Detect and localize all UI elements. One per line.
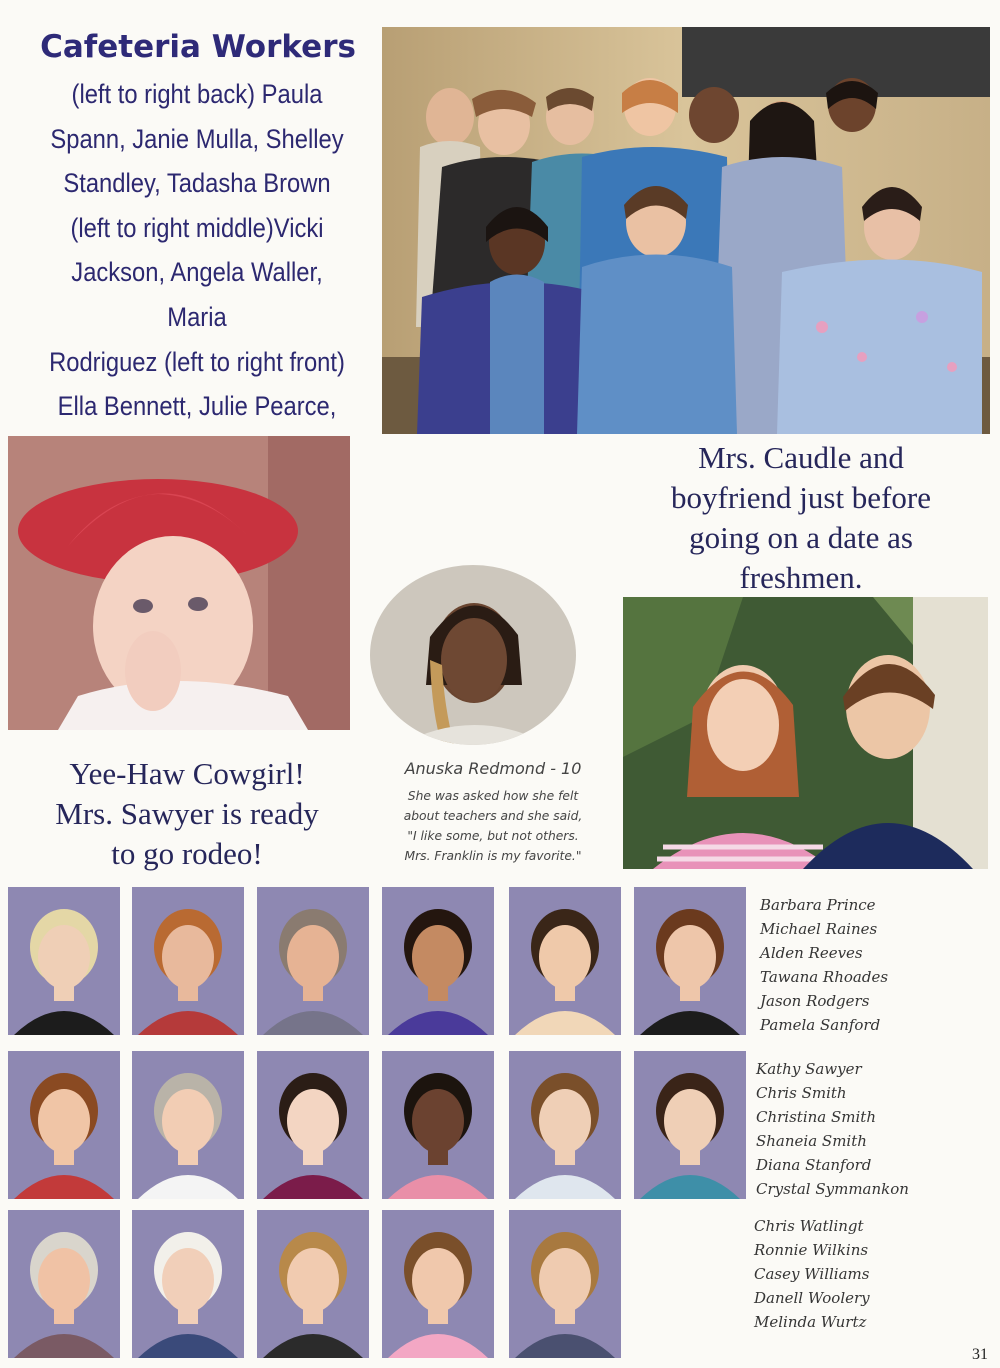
caption-line: freshmen. [739, 560, 863, 595]
name-entry: Danell Woolery [754, 1289, 870, 1307]
anuska-quote [370, 786, 616, 866]
cowgirl-baby-photo [8, 436, 350, 730]
staff-portrait [382, 887, 494, 1035]
caption-line: Rodriguez (left to right front) [49, 346, 345, 377]
staff-portrait [634, 1051, 746, 1199]
staff-portrait [132, 887, 244, 1035]
staff-portrait [8, 1051, 120, 1199]
name-entry: Kathy Sawyer [756, 1060, 862, 1078]
anuska-name: Anuska Redmond - 10 [404, 759, 582, 778]
cafeteria-title: Cafeteria Workers [40, 29, 356, 65]
caption-line: Ella Bennett, Julie Pearce, [57, 391, 337, 422]
name-entry: Chris Smith [756, 1084, 847, 1102]
staff-portrait [257, 1210, 369, 1358]
quote-line: "I like some, but not others. [407, 829, 579, 843]
staff-portrait [132, 1210, 244, 1358]
caudle-boyfriend-photo [623, 597, 988, 869]
portrait-names-row-1 [760, 893, 888, 1037]
name-entry: Pamela Sanford [760, 1016, 881, 1034]
staff-portrait [509, 1210, 621, 1358]
anuska-portrait [370, 565, 576, 745]
name-entry: Diana Stanford [756, 1156, 872, 1174]
caudle-caption [636, 438, 966, 598]
name-entry: Crystal Symmankon [756, 1180, 909, 1198]
name-entry: Chris Watlingt [754, 1217, 864, 1235]
sawyer-caption [10, 754, 364, 874]
caption-line: Spann, Janie Mulla, Shelley [50, 123, 344, 154]
name-entry: Michael Raines [760, 920, 878, 938]
name-entry: Ronnie Wilkins [754, 1241, 869, 1259]
caption-line: Mrs. Sawyer is ready [55, 796, 319, 831]
quote-line: She was asked how she felt [407, 789, 579, 803]
caption-line: Jackson, Angela Waller, Maria [71, 257, 323, 332]
name-entry: Tawana Rhoades [760, 968, 889, 986]
quote-line: about teachers and she said, [403, 809, 583, 823]
caption-line: (left to right back) Paula [71, 79, 323, 109]
staff-portrait [634, 887, 746, 1035]
name-entry: Shaneia Smith [756, 1132, 867, 1150]
caption-line: Mrs. Caudle and [698, 440, 904, 475]
name-entry: Casey Williams [754, 1265, 870, 1283]
portrait-names-row-3 [754, 1214, 870, 1334]
name-entry: Barbara Prince [760, 896, 876, 914]
name-entry: Melinda Wurtz [754, 1313, 867, 1331]
cafeteria-group-photo [382, 27, 990, 434]
anuska-caption [370, 758, 616, 866]
caption-line: boyfriend just before [671, 480, 931, 515]
caption-line: Standley, Tadasha Brown [63, 168, 331, 199]
caption-line: Yee-Haw Cowgirl! [69, 756, 305, 791]
portrait-names-row-2 [756, 1057, 909, 1201]
caption-line: going on a date as [689, 520, 913, 555]
caption-line: to go rodeo! [111, 836, 263, 871]
staff-portrait [509, 887, 621, 1035]
staff-portrait [382, 1051, 494, 1199]
staff-portrait [8, 1210, 120, 1358]
staff-portrait [8, 887, 120, 1035]
staff-portrait [257, 1051, 369, 1199]
staff-portrait [382, 1210, 494, 1358]
name-entry: Christina Smith [756, 1108, 876, 1126]
page-number: 31 [972, 1346, 988, 1363]
staff-portrait [509, 1051, 621, 1199]
name-entry: Jason Rodgers [760, 992, 870, 1010]
staff-portrait [257, 887, 369, 1035]
staff-portrait [132, 1051, 244, 1199]
caption-line: (left to right middle)Vicki [70, 212, 324, 243]
quote-line: Mrs. Franklin is my favorite." [404, 849, 582, 863]
name-entry: Alden Reeves [760, 944, 863, 962]
